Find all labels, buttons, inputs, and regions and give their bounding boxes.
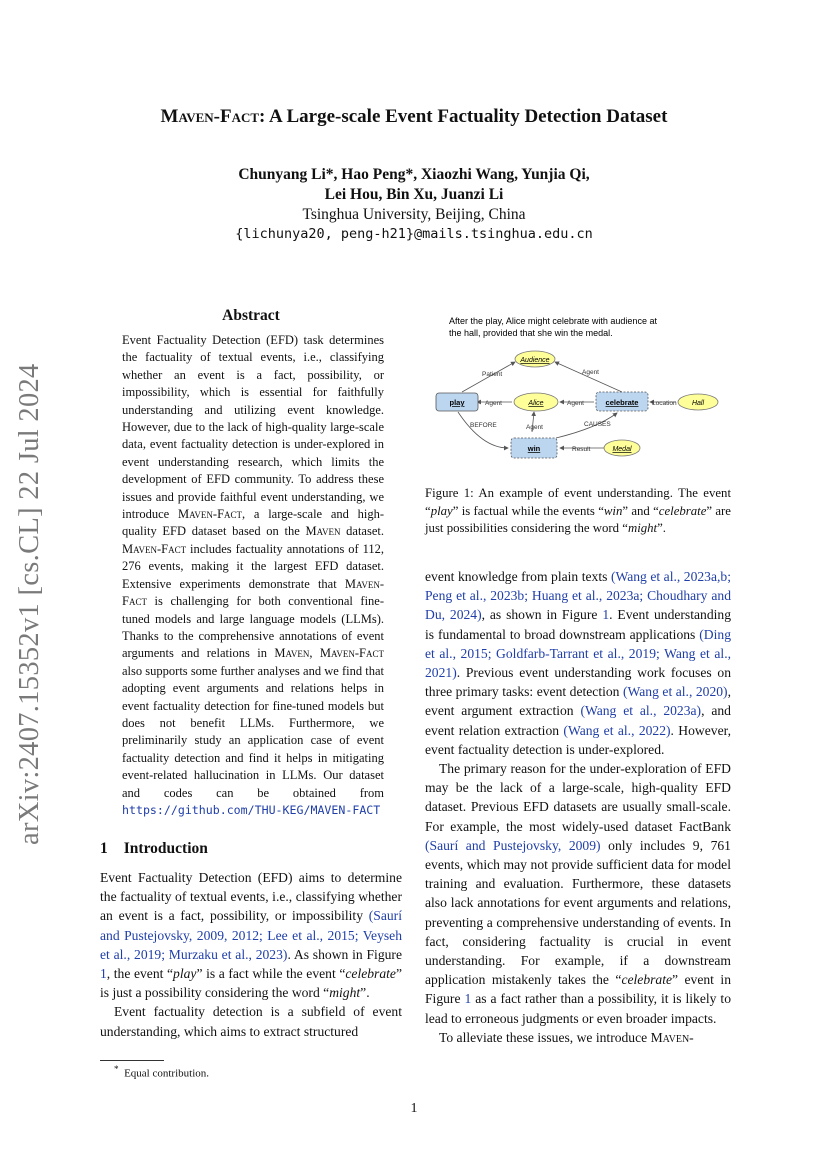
authors-line-2: Lei Hou, Bin Xu, Juanzi Li (324, 186, 504, 203)
svg-text:Patient: Patient (482, 371, 503, 378)
footnote-rule (100, 1060, 164, 1061)
figure-sentence-1: After the play, Alice might celebrate with audience at (449, 316, 657, 326)
node-alice (514, 393, 558, 411)
svg-text:Agent: Agent (582, 369, 599, 376)
svg-text:play: play (449, 398, 465, 407)
svg-text:Result: Result (572, 446, 591, 453)
arxiv-stamp: arXiv:2407.15352v1 [cs.CL] 22 Jul 2024 (14, 363, 45, 845)
section-heading: 1 Introduction (100, 840, 208, 857)
repo-link[interactable]: https://github.com/THU-KEG/MAVEN-FACT (122, 802, 381, 817)
citation[interactable]: (Wang et al., 2020) (623, 684, 728, 700)
node-play (436, 393, 478, 411)
svg-text:Agent: Agent (567, 400, 584, 407)
citation[interactable]: (Wang et al., 2023a) (580, 703, 702, 719)
svg-text:CAUSES: CAUSES (584, 421, 611, 428)
node-medal (604, 440, 640, 456)
affiliation: Tsinghua University, Beijing, China (302, 206, 526, 223)
citation[interactable]: (Wang et al., 2023a,b; Peng et al., 2023b; Huang et al., 2023a; Choudhary and Du, 2024) (425, 569, 731, 623)
svg-text:BEFORE: BEFORE (470, 422, 497, 429)
citation[interactable]: (Saurí and Pustejovsky, 2009, 2012; Lee et al., 2015; Veyseh et al., 2019; Murzaku et al., 2023) (100, 908, 402, 962)
abstract-heading: Abstract (222, 307, 280, 324)
citation[interactable]: (Ding et al., 2015; Goldfarb-Tarrant et al., 2019; Wang et al., 2021) (425, 626, 731, 681)
svg-text:Audience: Audience (520, 357, 550, 364)
citation[interactable]: (Wang et al., 2022) (563, 722, 671, 738)
node-win (511, 438, 557, 458)
svg-text:Medal: Medal (612, 446, 632, 453)
svg-text:Hall: Hall (691, 400, 705, 407)
figure-1 (422, 310, 732, 470)
svg-text:celebrate: celebrate (605, 398, 639, 407)
page-number: 1 (410, 1101, 418, 1116)
figure-ref[interactable]: 1 (464, 991, 472, 1007)
paper-title (0, 106, 828, 128)
node-audience (515, 351, 555, 367)
svg-text:Location: Location (652, 400, 677, 407)
figure-sentence-2: the hall, provided that she win the medal. (449, 328, 613, 338)
email: {lichunya20, peng-h21}@mails.tsinghua.edu.cn (235, 226, 593, 242)
node-celebrate (596, 392, 648, 411)
authors-line-1: Chunyang Li*, Hao Peng*, Xiaozhi Wang, Yunjia Qi, (238, 166, 590, 183)
right-column-body: event knowledge from plain texts (Wang et al., 2023a,b; Peng et al., 2023b; Huang et al., 2023a; Choudhary and Du, 2024), as shown in Figure 1. Event understanding is fundamental to broad downstream applications (Ding et al., 2015; Goldfarb-Tarrant et al., 2019; Wang et al., 2021). Previous event understanding work focuses on three primary tasks: event detection (Wang et al., 2020), event argument extraction (Wang et al., 2023a), and event relation extraction (Wang et al., 2022). However, event factuality detection is under-explored. The primary reason for the under-exploration of EFD may be the lack of a large-scale, high-quality EFD dataset. Previous EFD datasets are usually small-scale. For example, the most widely-used dataset FactBank (Saurí and Pustejovsky, 2009) only includes 9, 761 events, which may not provide sufficient data for model training and evaluation. Furthermore, these datasets also lack annotations for event arguments and relations, preventing a comprehensive understanding of events. In fact, considering factuality is crucial in event understanding. For example, if a downstream application mistakenly takes the “celebrate” event in Figure 1 as a fact rather than a possibility, it is likely to lead to erroneous judgments or even broader impacts. To alleviate these issues, we introduce Maven- (425, 569, 731, 1045)
node-hall (678, 394, 718, 410)
figure-caption: Figure 1: An example of event understanding. The event “play” is factual while the events “win” and “celebrate” are just possibilities considering the word “might”. (425, 486, 731, 535)
figure-ref[interactable]: 1 (100, 966, 107, 982)
abstract-body: Event Factuality Detection (EFD) task determines the factuality of textual events, i.e., classifying whether an event is a fact, possibility, or impossibility, which is essential for faithfully understanding and utilizing event knowledge. However, due to the lack of high-quality large-scale data, event factuality detection is under-explored in event understanding research, which limits the development of EFD community. To address these issues and provide faithful event understanding, we introduce Maven-Fact, a large-scale and high-quality EFD dataset based on the Maven dataset. Maven-Fact includes factuality annotations of 112, 276 events, making it the largest EFD dataset. Extensive experiments demonstrate that Maven-Fact is challenging for both conventional fine-tuned models and large language models (LLMs). Thanks to the comprehensive annotations of event arguments and relations in Maven, Maven-Fact also supports some further analyses and we find that adopting event arguments and relations helps in event factuality detection for fine-tuned models but does not benefit LLMs. Furthermore, we preliminarily study an application case of event factuality detection and find it helps in mitigating event-related hallucination in LLMs. Our dataset and codes can be obtained from https://github.com/THU-KEG/MAVEN-FACT (122, 333, 385, 817)
intro-body: Event Factuality Detection (EFD) aims to determine the factuality of textual events, i.e., classifying whether an event is a fact, possibility, or impossibility (Saurí and Pustejovsky, 2009, 2012; Lee et al., 2015; Veyseh et al., 2019; Murzaku et al., 2023). As shown in Figure 1, the event “play” is a fact while the event “celebrate” is just a possibility considering the word “might”. Event factuality detection is a subfield of event understanding, which aims to extract structured (100, 870, 402, 1039)
title-rest: : A Large-scale Event Factuality Detection Dataset (259, 106, 668, 127)
svg-text:Alice: Alice (528, 400, 544, 407)
footnote: * Equal contribution. (114, 1064, 210, 1080)
svg-text:Agent: Agent (485, 400, 502, 407)
svg-text:Agent: Agent (526, 424, 543, 431)
figure-ref[interactable]: 1 (602, 607, 610, 623)
svg-text:win: win (527, 444, 541, 453)
dataset-name: Maven-Fact (160, 106, 260, 127)
citation[interactable]: (Saurí and Pustejovsky, 2009) (425, 837, 601, 853)
